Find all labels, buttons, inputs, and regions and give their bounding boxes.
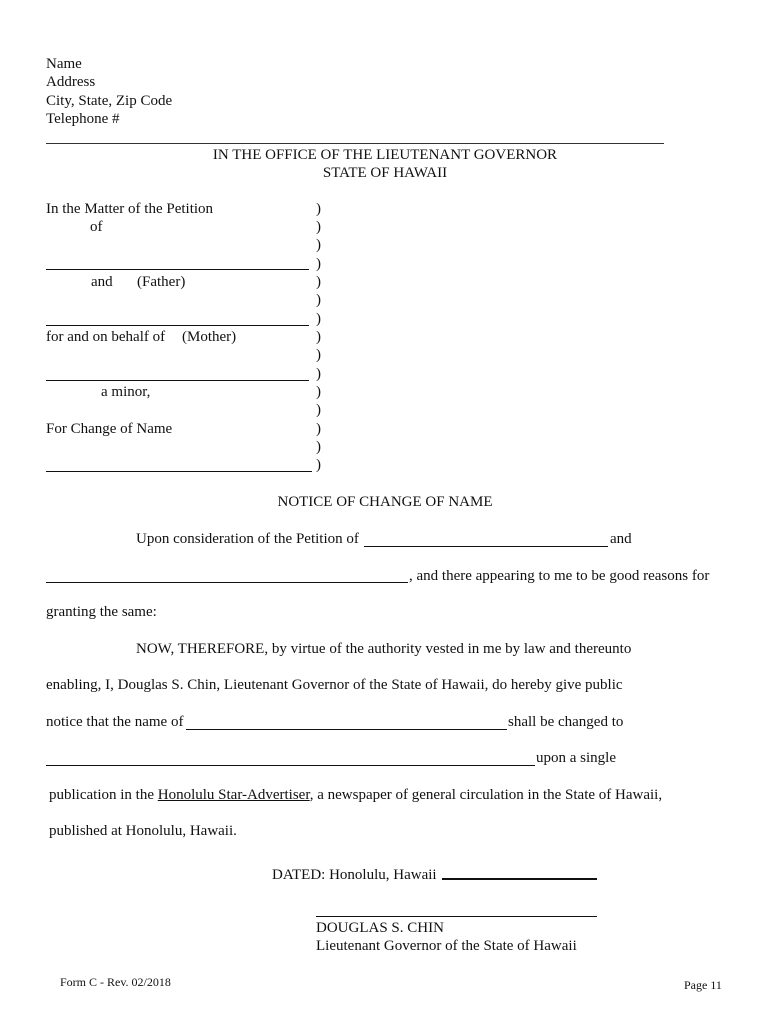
caption-paren: ) — [316, 347, 321, 363]
caption-mother: (Mother) — [182, 329, 237, 345]
p2-line6: published at Honolulu, Hawaii. — [49, 823, 237, 839]
newspaper-name: Honolulu Star-Advertiser — [157, 787, 310, 803]
signature-line[interactable] — [316, 916, 597, 917]
p2-line3-start: notice that the name of — [46, 714, 184, 730]
date-line[interactable] — [442, 878, 597, 880]
p2-line2: enabling, I, Douglas S. Chin, Lieutenant Governor of the State of Hawaii, do hereby give public — [46, 677, 623, 693]
caption-paren: ) — [316, 292, 321, 308]
dated-label: DATED: Honolulu, Hawaii — [272, 867, 437, 883]
p2-line5-post: , a newspaper of general circulation in the State of Hawaii, — [309, 787, 663, 803]
new-name-line[interactable] — [46, 765, 535, 766]
caption-matter: In the Matter of the Petition — [46, 201, 214, 217]
header-name: Name — [46, 56, 82, 72]
mother-name-line[interactable] — [46, 380, 309, 381]
father-name-line[interactable] — [46, 325, 309, 326]
caption-paren: ) — [316, 201, 321, 217]
second-petitioner-line[interactable] — [46, 582, 408, 583]
p1-end: granting the same: — [46, 604, 157, 620]
p2-line3-end: shall be changed to — [508, 714, 624, 730]
caption-paren: ) — [316, 421, 321, 437]
caption-paren: ) — [316, 219, 321, 235]
caption-of: of — [90, 219, 103, 235]
caption-paren: ) — [316, 457, 321, 473]
current-name-line[interactable] — [186, 729, 507, 730]
caption-and: and — [91, 274, 113, 290]
p2-start: NOW, THEREFORE, by virtue of the authority vested in me by law and thereunto — [136, 641, 632, 657]
p1-and: and — [610, 531, 632, 547]
caption-minor: a minor, — [101, 384, 151, 400]
signer-title: Lieutenant Governor of the State of Hawaii — [316, 938, 577, 954]
petition-of-line[interactable] — [364, 546, 608, 547]
form-revision: Form C - Rev. 02/2018 — [60, 975, 171, 989]
caption-paren: ) — [316, 329, 321, 345]
p2-line5 — [49, 786, 662, 804]
caption-paren: ) — [316, 237, 321, 253]
signer-name: DOUGLAS S. CHIN — [316, 920, 444, 936]
notice-heading: NOTICE OF CHANGE OF NAME — [277, 494, 493, 510]
p2-line4-end: upon a single — [536, 750, 616, 766]
state-title: STATE OF HAWAII — [322, 165, 448, 181]
new-name-caption-line[interactable] — [46, 471, 312, 472]
caption-paren: ) — [316, 256, 321, 272]
caption-paren: ) — [316, 439, 321, 455]
caption-paren: ) — [316, 274, 321, 290]
caption-paren: ) — [316, 384, 321, 400]
page-number: Page 11 — [684, 978, 722, 992]
header-divider — [46, 143, 664, 144]
p1-reasons: , and there appearing to me to be good reasons for — [409, 568, 710, 584]
caption-change-of-name: For Change of Name — [46, 421, 173, 437]
caption-father: (Father) — [137, 274, 186, 290]
petitioner-name-line[interactable] — [46, 269, 309, 270]
p1-start: Upon consideration of the Petition of — [136, 531, 359, 547]
caption-paren: ) — [316, 311, 321, 327]
caption-paren: ) — [316, 366, 321, 382]
header-city-state-zip: City, State, Zip Code — [46, 93, 173, 109]
header-telephone: Telephone # — [46, 111, 120, 127]
header-address: Address — [46, 74, 96, 90]
caption-paren: ) — [316, 402, 321, 418]
office-title: IN THE OFFICE OF THE LIEUTENANT GOVERNOR — [212, 147, 558, 163]
caption-behalf: for and on behalf of — [46, 329, 166, 345]
p2-line5-pre: publication in the — [49, 787, 154, 803]
